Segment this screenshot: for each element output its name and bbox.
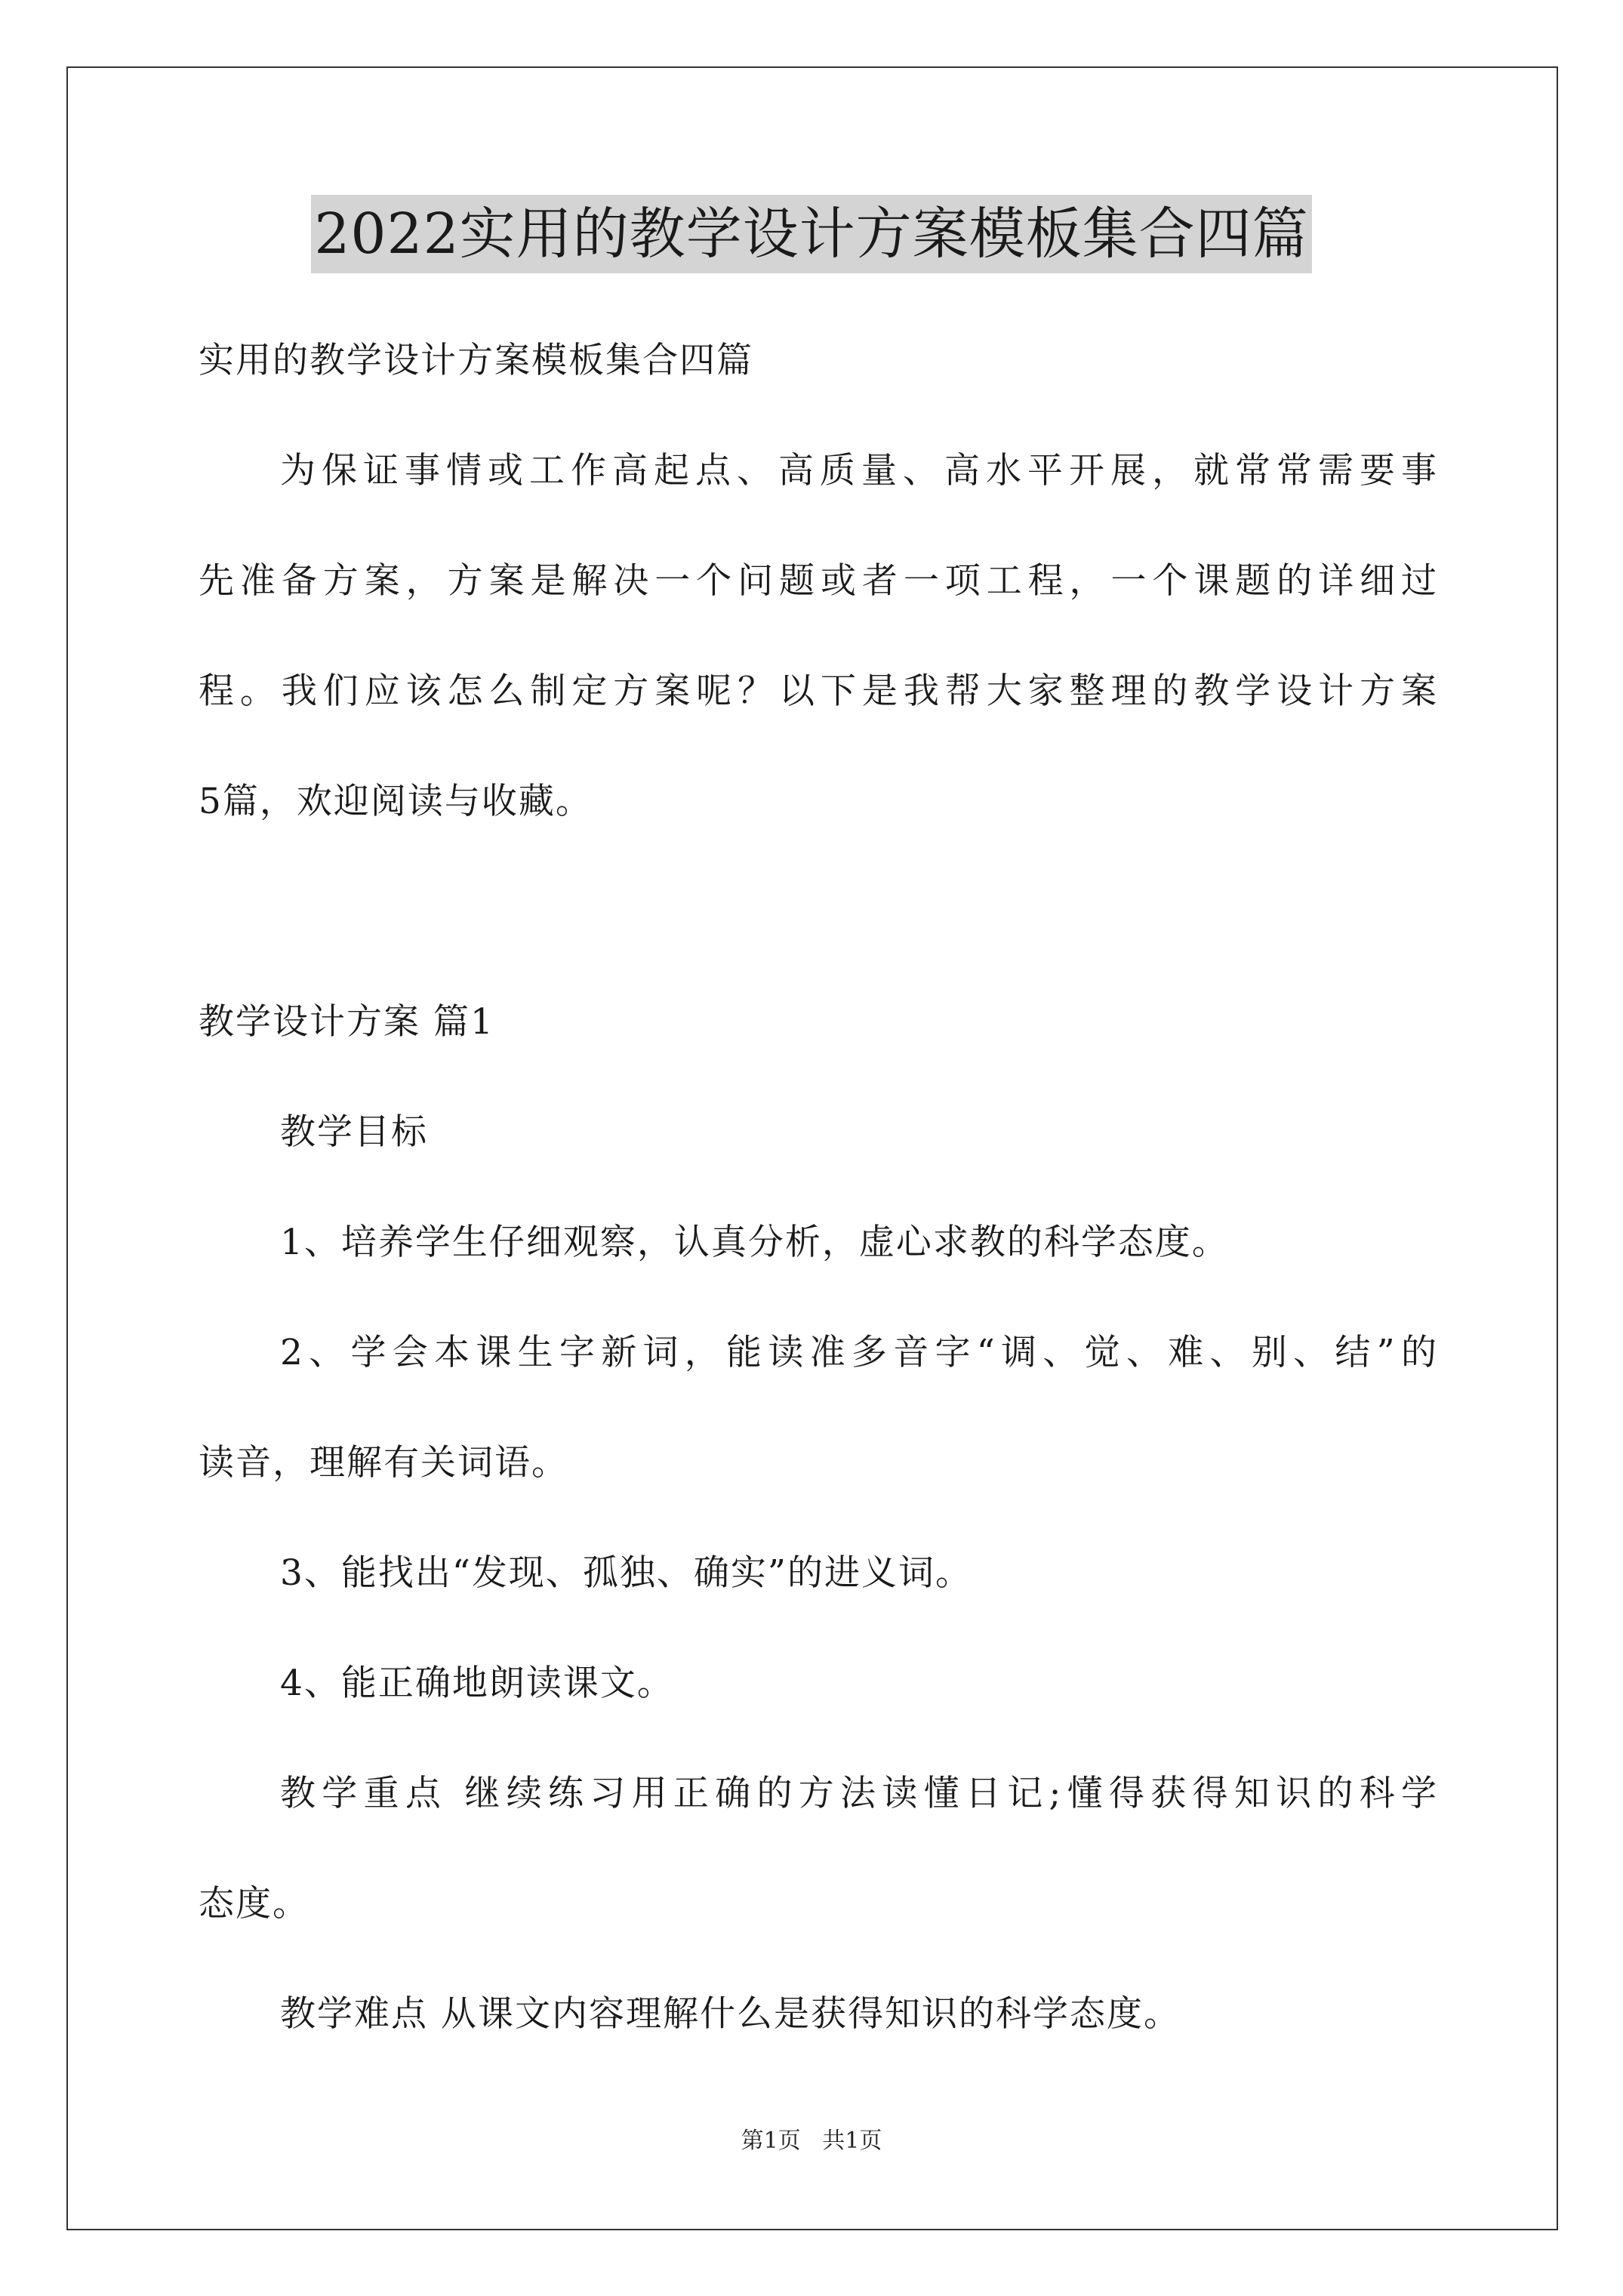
intro-line-1: 为保证事情或工作高起点、高质量、高水平开展，就常常需要事 bbox=[280, 450, 1437, 492]
page-footer: 第1页 共1页 bbox=[741, 2128, 882, 2154]
objective-1: 1、培养学生仔细观察，认真分析，虚心求教的科学态度。 bbox=[280, 1222, 1229, 1263]
objective-2-line-2: 读音，理解有关词语。 bbox=[199, 1442, 568, 1484]
objective-3: 3、能找出“发现、孤独、确实”的进义词。 bbox=[280, 1552, 972, 1594]
title-container bbox=[0, 195, 1623, 273]
document-body bbox=[199, 306, 1437, 2069]
key-point-line-1: 教学重点 继续练习用正确的方法读懂日记;懂得获得知识的科学 bbox=[280, 1773, 1437, 1814]
document-subtitle: 实用的教学设计方案模板集合四篇 bbox=[199, 340, 753, 381]
document-title: 2022实用的教学设计方案模板集合四篇 bbox=[311, 195, 1311, 273]
objective-4: 4、能正确地朗读课文。 bbox=[280, 1663, 674, 1704]
intro-line-4: 5篇，欢迎阅读与收藏。 bbox=[199, 781, 593, 822]
objectives-heading: 教学目标 bbox=[280, 1111, 428, 1153]
key-point-line-2: 态度。 bbox=[199, 1883, 310, 1925]
intro-line-3: 程。我们应该怎么制定方案呢？以下是我帮大家整理的教学设计方案 bbox=[199, 670, 1437, 712]
difficulty-line: 教学难点 从课文内容理解什么是获得知识的科学态度。 bbox=[280, 1993, 1181, 2035]
paragraph-gap bbox=[199, 857, 1437, 967]
section-heading: 教学设计方案 篇1 bbox=[199, 1001, 494, 1043]
intro-line-2: 先准备方案，方案是解决一个问题或者一项工程，一个课题的详细过 bbox=[199, 560, 1437, 602]
objective-2-line-1: 2、学会本课生字新词，能读准多音字“调、觉、难、别、结”的 bbox=[280, 1332, 1437, 1373]
